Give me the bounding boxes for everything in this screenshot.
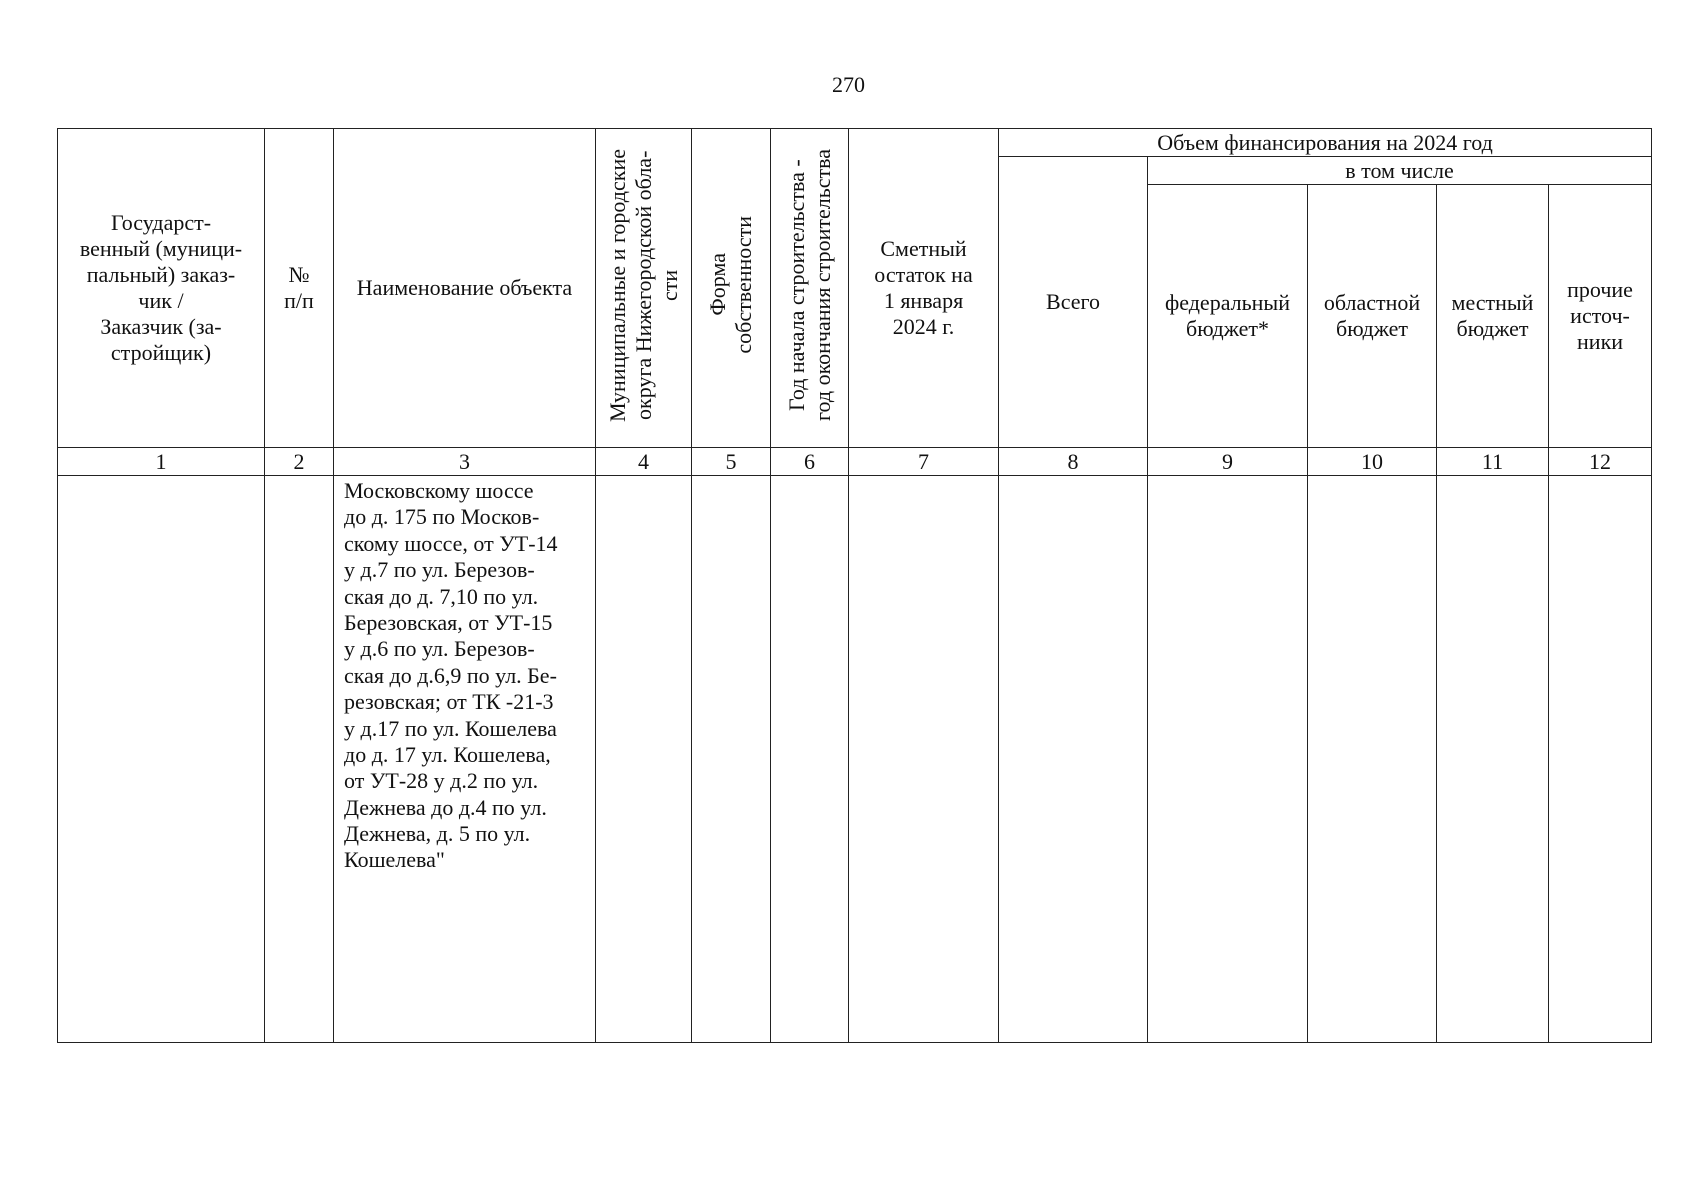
header-years-cell bbox=[771, 129, 849, 448]
column-number: 8 bbox=[999, 448, 1148, 476]
column-number: 5 bbox=[692, 448, 771, 476]
investment-program-table bbox=[57, 128, 1652, 1043]
header-local: местный бюджет bbox=[1437, 185, 1549, 448]
row-total bbox=[999, 476, 1148, 1043]
header-municipality: Муниципальные и городские округа Нижегородской обла- сти bbox=[604, 148, 682, 422]
header-funding-title: Объем финансирования на 2024 год bbox=[999, 129, 1652, 157]
column-number: 11 bbox=[1437, 448, 1549, 476]
row-remainder bbox=[849, 476, 999, 1043]
row-local bbox=[1437, 476, 1549, 1043]
column-number: 9 bbox=[1148, 448, 1308, 476]
header-ownership: Форма собственности bbox=[705, 216, 756, 354]
header-other: прочие источ- ники bbox=[1549, 185, 1652, 448]
header-years: Год начала строительства - год окончания строительства bbox=[783, 149, 835, 421]
header-federal: федеральный бюджет* bbox=[1148, 185, 1308, 448]
header-number: № п/п bbox=[265, 129, 334, 448]
row-object-name: Московскому шоссе до д. 175 по Москов- скому шоссе, от УТ-14 у д.7 по ул. Березов- ская до д. 7,10 по ул. Березовская, от УТ-15 у д.6 по ул. Березов- ская до д.6,9 по ул. Бе- резовская; от ТК -21-3 у д.17 по ул. Кошелева до д. 17 ул. Кошелева, от УТ-28 у д.2 по ул. Дежнева до д.4 по ул. Дежнева, д. 5 по ул. Кошелева" bbox=[334, 476, 596, 1043]
table-row bbox=[58, 476, 1652, 1043]
row-regional bbox=[1308, 476, 1437, 1043]
header-regional: областной бюджет bbox=[1308, 185, 1437, 448]
row-number bbox=[265, 476, 334, 1043]
header-total: Всего bbox=[999, 157, 1148, 448]
page-number: 270 bbox=[832, 72, 865, 97]
column-number: 3 bbox=[334, 448, 596, 476]
row-customer bbox=[58, 476, 265, 1043]
row-municipality bbox=[596, 476, 692, 1043]
header-remainder: Сметный остаток на 1 января 2024 г. bbox=[849, 129, 999, 448]
column-number: 7 bbox=[849, 448, 999, 476]
row-years bbox=[771, 476, 849, 1043]
column-number-row bbox=[58, 448, 1652, 476]
header-object-name: Наименование объекта bbox=[334, 129, 596, 448]
row-other bbox=[1549, 476, 1652, 1043]
column-number: 6 bbox=[771, 448, 849, 476]
column-number: 10 bbox=[1308, 448, 1437, 476]
header-customer: Государст- венный (муници- пальный) заказ- чик / Заказчик (за- стройщик) bbox=[58, 129, 265, 448]
header-municipality-cell bbox=[596, 129, 692, 448]
header-including: в том числе bbox=[1148, 157, 1652, 185]
header-ownership-cell bbox=[692, 129, 771, 448]
column-number: 2 bbox=[265, 448, 334, 476]
column-number: 1 bbox=[58, 448, 265, 476]
column-number: 12 bbox=[1549, 448, 1652, 476]
row-ownership bbox=[692, 476, 771, 1043]
row-federal bbox=[1148, 476, 1308, 1043]
column-number: 4 bbox=[596, 448, 692, 476]
